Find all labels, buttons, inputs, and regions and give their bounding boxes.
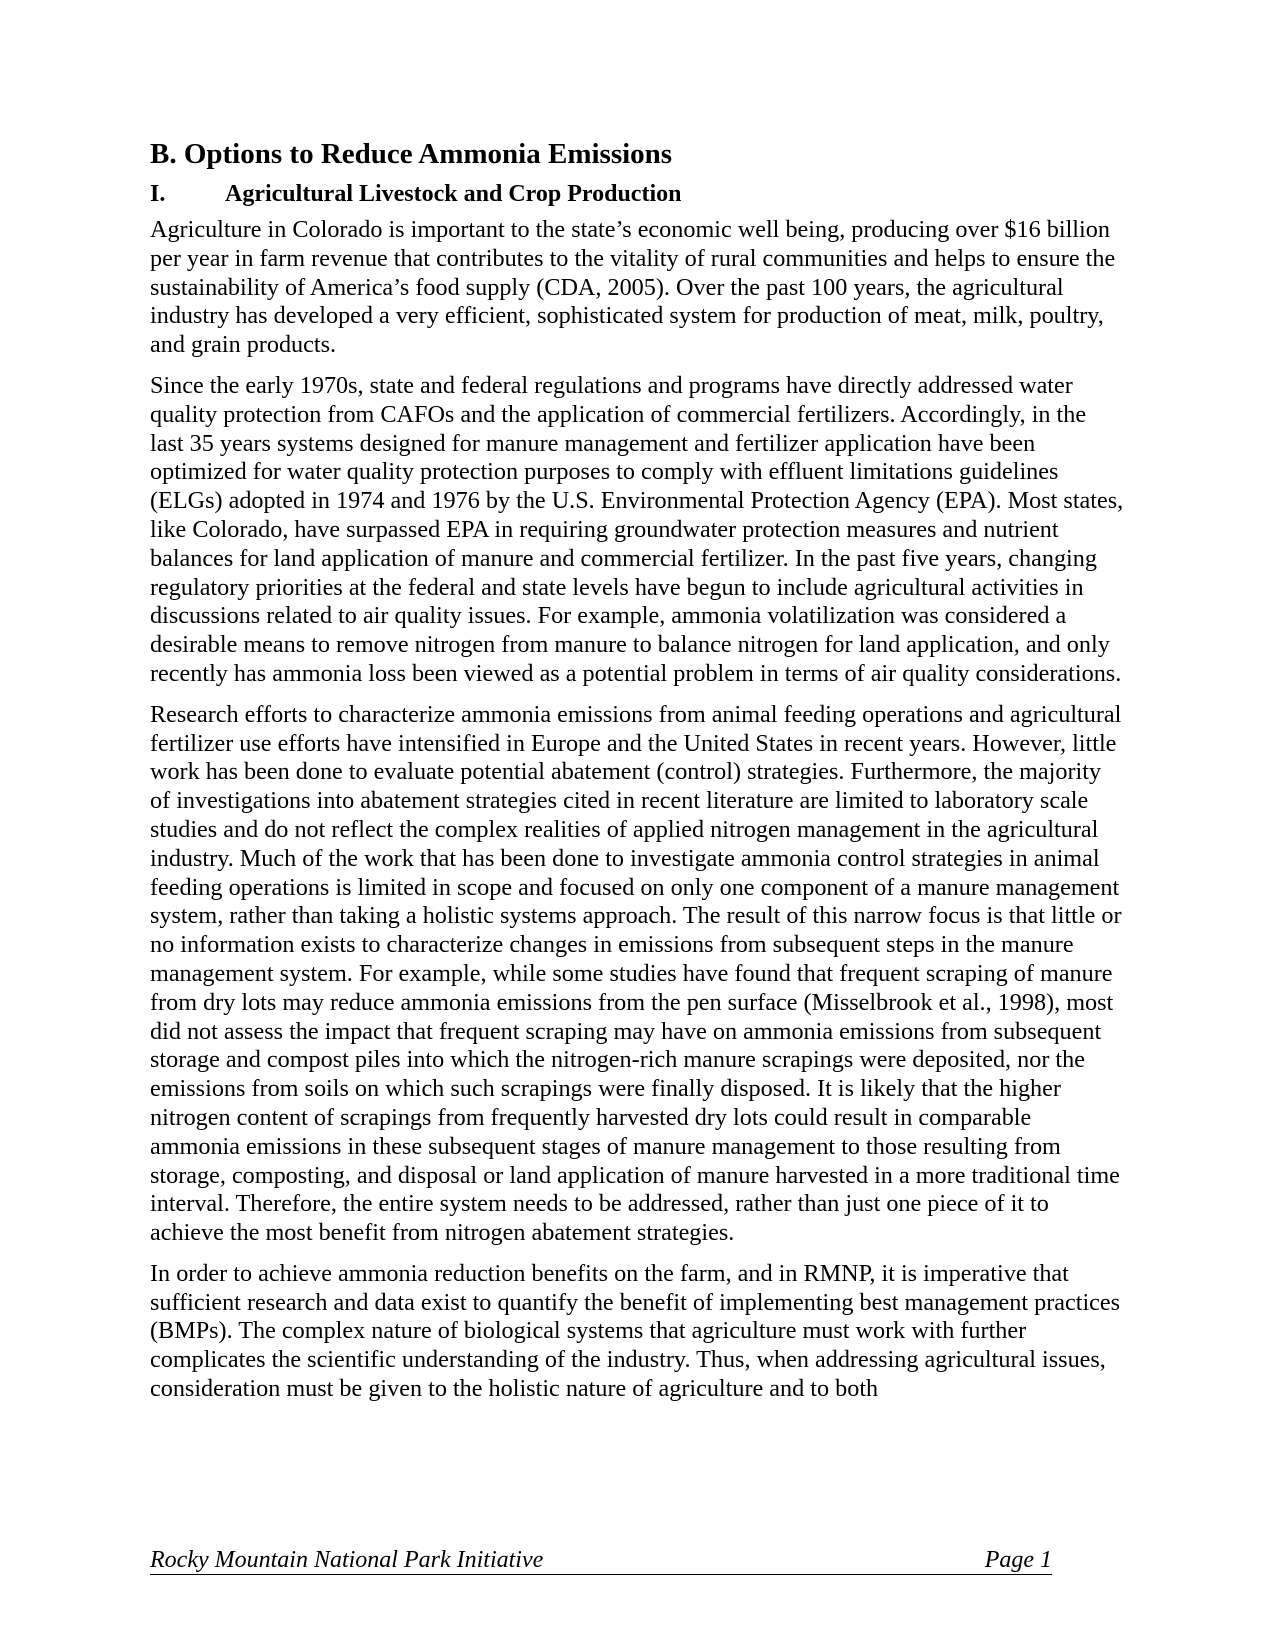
paragraph-3: Research efforts to characterize ammonia emissions from animal feeding operations and agricultural fertilizer use efforts have intensified in Europe and the United States in recent years. However, little work has been done to evaluate potential abatement (control) strategies. Furthermore, the majority of investigations into abatement strategies cited in recent literature are limited to laboratory scale studies and do not reflect the complex realities of applied nitrogen management in the agricultural industry. Much of the work that has been done to investigate ammonia control strategies in animal feeding operations is limited in scope and focused on only one component of a manure management system, rather than taking a holistic systems approach. The result of this narrow focus is that little or no information exists to characterize changes in emissions from subsequent steps in the manure management system. For example, while some studies have found that frequent scraping of manure from dry lots may reduce ammonia emissions from the pen surface (Misselbrook et al., 1998), most did not assess the impact that frequent scraping may have on ammonia emissions from subsequent storage and compost piles into which the nitrogen-rich manure scrapings were deposited, nor the emissions from soils on which such scrapings were finally disposed. It is likely that the higher nitrogen content of scrapings from frequently harvested dry lots could result in comparable ammonia emissions in these subsequent stages of manure management to those resulting from storage, composting, and disposal or land application of manure harvested in a more traditional time interval. Therefore, the entire system needs to be addressed, rather than just one piece of it to achieve the most benefit from nitrogen abatement strategies. [150, 700, 1122, 1247]
page-footer [150, 1546, 1052, 1575]
paragraph-2: Since the early 1970s, state and federal regulations and programs have directly addressed water quality protection from CAFOs and the application of commercial fertilizers. Accordingly, in the last 35 years systems designed for manure management and fertilizer application have been optimized for water quality protection purposes to comply with effluent limitations guidelines (ELGs) adopted in 1974 and 1976 by the U.S. Environmental Protection Agency (EPA). Most states, like Colorado, have surpassed EPA in requiring groundwater protection measures and nutrient balances for land application of manure and commercial fertilizer. In the past five years, changing regulatory priorities at the federal and state levels have begun to include agricultural activities in discussions related to air quality issues. For example, ammonia volatilization was considered a desirable means to remove nitrogen from manure to balance nitrogen for land application, and only recently has ammonia loss been viewed as a potential problem in terms of air quality considerations. [150, 371, 1124, 687]
page-number: Page 1 [984, 1547, 1052, 1573]
paragraph-4: In order to achieve ammonia reduction benefits on the farm, and in RMNP, it is imperative that sufficient research and data exist to quantify the benefit of implementing best management practices (BMPs). The complex nature of biological systems that agriculture must work with further complicates the scientific understanding of the industry. Thus, when addressing agricultural issues, consideration must be given to the holistic nature of agriculture and to both [150, 1259, 1121, 1403]
section-heading: B. Options to Reduce Ammonia Emissions [150, 138, 673, 170]
paragraph-1: Agriculture in Colorado is important to the state’s economic well being, producing over $16 billion per year in farm revenue that contributes to the vitality of rural communities and helps to ensure the sustainability of America’s food supply (CDA, 2005). Over the past 100 years, the agricultural industry has developed a very efficient, sophisticated system for production of meat, milk, poultry, and grain products. [150, 216, 1116, 359]
footer-title: Rocky Mountain National Park Initiative [150, 1547, 544, 1573]
document-body [150, 136, 1125, 1416]
subsection-title: Agricultural Livestock and Crop Production [225, 181, 682, 207]
subsection-heading [150, 178, 1125, 210]
subsection-number: I. [150, 181, 166, 207]
